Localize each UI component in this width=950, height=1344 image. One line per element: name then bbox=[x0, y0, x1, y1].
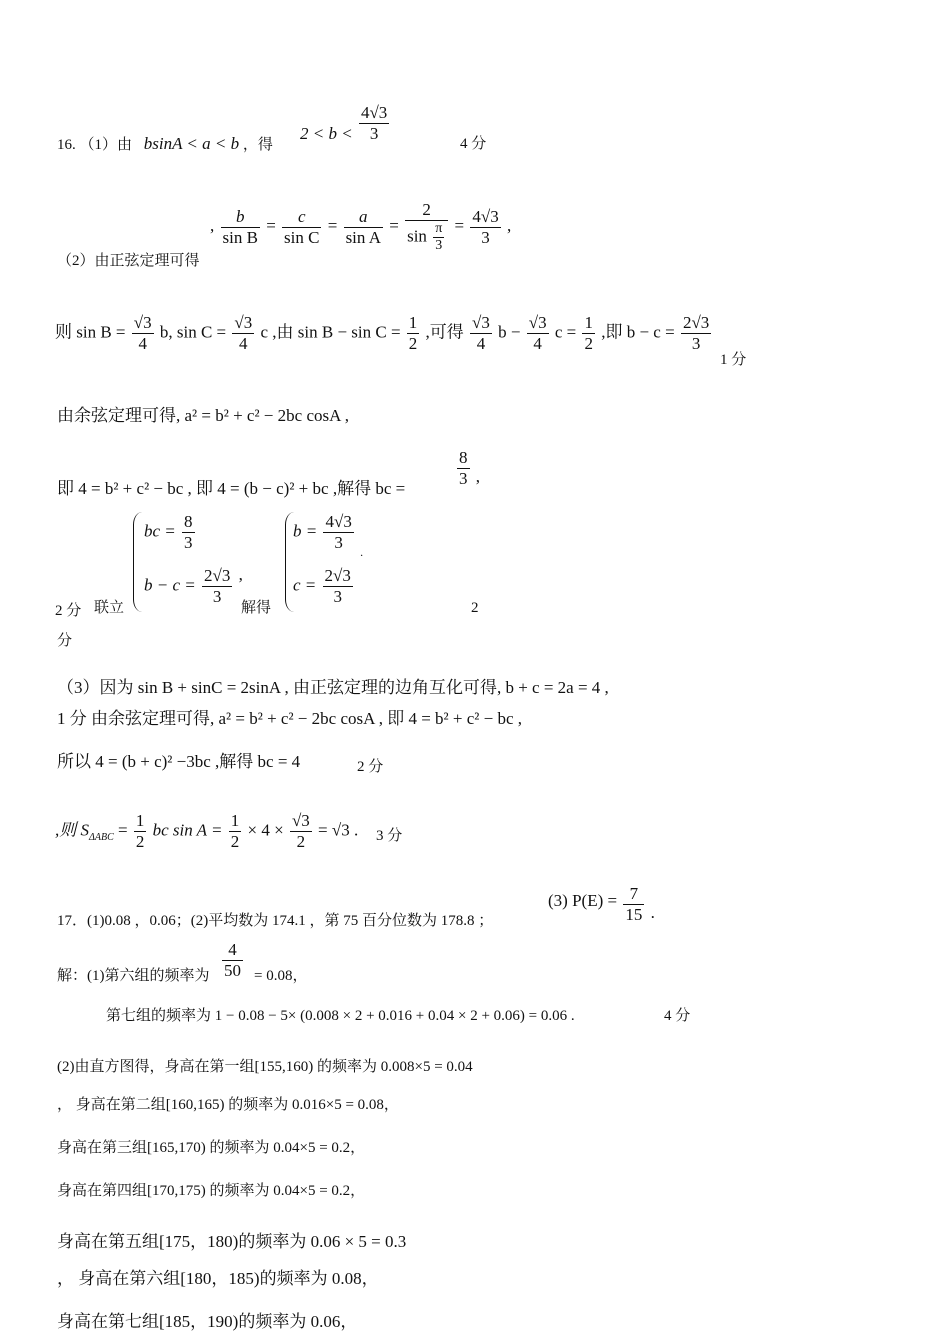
eq: = bbox=[266, 215, 276, 235]
num: 4 bbox=[222, 940, 243, 961]
q16-p2-line3-frac bbox=[455, 448, 480, 489]
q16-p1-prefix: 16. （1）由 bbox=[57, 137, 133, 153]
frac-4root3-3 bbox=[470, 207, 500, 248]
den: 2 bbox=[135, 832, 145, 851]
eq: = bbox=[327, 215, 338, 235]
den: 3 bbox=[435, 238, 443, 253]
eq: = bbox=[389, 215, 399, 235]
frac-c-sinC bbox=[282, 207, 321, 248]
q16-sys-jiede: 解得 bbox=[241, 600, 272, 616]
q16-p3-line4 bbox=[55, 811, 358, 852]
lhs: b = bbox=[293, 521, 318, 541]
frac-1-2 bbox=[134, 811, 147, 852]
q16-p3-line3-score: 2 分 bbox=[357, 759, 384, 775]
num: π bbox=[435, 221, 443, 236]
frac-4-50 bbox=[222, 940, 243, 981]
frac-1-2 bbox=[407, 313, 420, 354]
q17-line9: ， 身高在第六组[180，185)的频率为 0.08， bbox=[57, 1269, 379, 1288]
lead-comma: , bbox=[210, 215, 215, 235]
frac-7-15 bbox=[623, 884, 644, 925]
den: sin C bbox=[284, 227, 320, 247]
frac-2root3-3 bbox=[681, 313, 711, 354]
q17-line3: 第七组的频率为 1 − 0.08 − 5× (0.008 × 2 + 0.016 + 0.04 × 2 + 0.06) = 0.06 . bbox=[106, 1008, 575, 1024]
num: 1 bbox=[230, 811, 240, 830]
q17-line1: 17．(1)0.08 ，0.06；(2)平均数为 174.1 ，第 75 百分位数为 178.8 ； bbox=[57, 913, 494, 929]
seg-g: ,即 b − c = bbox=[601, 322, 675, 342]
num: 2 bbox=[405, 200, 448, 221]
frac-2root3-3 bbox=[202, 566, 232, 607]
num: √3 bbox=[291, 811, 310, 830]
sys2-eq1 bbox=[293, 512, 364, 560]
seg-f: c = bbox=[554, 322, 577, 342]
seg-b: b, sin C = bbox=[159, 322, 227, 342]
num: 2√3 bbox=[324, 566, 351, 585]
den-sin: sin bbox=[407, 226, 427, 246]
comma: , bbox=[238, 565, 243, 585]
frac-root3-4 bbox=[232, 313, 254, 354]
num: √3 bbox=[234, 313, 253, 332]
frac-a-sinA bbox=[344, 207, 383, 248]
trail-comma: , bbox=[506, 215, 512, 235]
q16-sys-score2: 2 bbox=[471, 600, 479, 616]
den: 3 bbox=[333, 587, 342, 606]
q16-p2-label: （2）由正弦定理可得 bbox=[57, 253, 200, 269]
prob-label: (3) P(E) = bbox=[548, 891, 618, 911]
num: 8 bbox=[459, 448, 468, 467]
frac-8-3 bbox=[182, 512, 195, 553]
num: b bbox=[221, 207, 260, 228]
den: 3 bbox=[184, 533, 193, 552]
eq: = bbox=[454, 215, 465, 235]
frac-root3-4 bbox=[132, 313, 154, 354]
subscript: ΔABC bbox=[89, 831, 114, 843]
num: 1 bbox=[135, 811, 145, 830]
den: 3 bbox=[212, 587, 222, 606]
q16-sys-lianli: 联立 bbox=[94, 600, 125, 616]
q16-p1-result bbox=[300, 103, 391, 144]
seg-d: × 4 × bbox=[247, 820, 284, 840]
num: √3 bbox=[472, 313, 490, 332]
num: 2√3 bbox=[204, 566, 231, 585]
seg-d: ,可得 bbox=[425, 322, 464, 342]
q16-p1-score: 4 分 bbox=[460, 136, 487, 152]
num: 1 bbox=[584, 313, 593, 332]
seg-a: 解：(1)第六组的频率为 bbox=[57, 968, 210, 984]
num: c bbox=[282, 207, 321, 228]
left-brace bbox=[133, 512, 142, 612]
frac-4root3-3 bbox=[323, 512, 353, 553]
lhs: b − c = bbox=[144, 575, 196, 595]
seg-a: ,则 S bbox=[55, 820, 89, 840]
num: √3 bbox=[133, 313, 152, 332]
q16-sys-score: 2 分 bbox=[55, 603, 82, 619]
num: 4√3 bbox=[472, 206, 499, 226]
den: 4 bbox=[239, 334, 248, 353]
num: 2√3 bbox=[682, 313, 710, 332]
frac-8-3 bbox=[457, 448, 470, 489]
q16-part1 bbox=[57, 135, 273, 154]
den: 3 bbox=[334, 533, 343, 552]
seg-e: b − bbox=[498, 322, 521, 342]
lhs: bc = bbox=[144, 521, 176, 541]
num: 8 bbox=[184, 512, 193, 531]
q17-line3-score: 4 分 bbox=[664, 1008, 691, 1024]
q16-p2-line1-score: 1 分 bbox=[720, 352, 747, 368]
q17-line2 bbox=[57, 967, 210, 985]
den: 3 bbox=[481, 227, 490, 247]
seg-b: , bbox=[475, 467, 480, 487]
seg-c: bc sin A = bbox=[152, 820, 223, 840]
q16-p3-line4-score: 3 分 bbox=[376, 828, 403, 844]
frac-root3-2 bbox=[290, 811, 312, 852]
q17-line6: 身高在第三组[165,170) 的频率为 0.04×5 = 0.2， bbox=[57, 1140, 366, 1156]
q16-p1-condition: bsinA < a < b bbox=[143, 134, 240, 153]
q17-line2-frac bbox=[220, 940, 245, 981]
frac-1-2 bbox=[229, 811, 242, 852]
num: 7 bbox=[623, 884, 644, 905]
num: a bbox=[344, 207, 383, 228]
den: 2 bbox=[408, 334, 418, 353]
den bbox=[405, 221, 448, 254]
seg-a: 则 sin B = bbox=[55, 322, 126, 342]
den: 4 bbox=[533, 334, 542, 353]
q17-line8: 身高在第五组[175，180)的频率为 0.06 × 5 = 0.3 bbox=[57, 1232, 407, 1251]
q16-p1-mid: ，得 bbox=[242, 137, 273, 153]
q16-p3-line3: 所以 4 = (b + c)² −3bc ,解得 bc = 4 bbox=[57, 752, 301, 771]
dot: . bbox=[650, 903, 655, 923]
frac-den: 3 bbox=[369, 124, 379, 143]
q16-p1-fraction bbox=[359, 103, 389, 144]
frac-b-sinB bbox=[221, 207, 260, 248]
num: √3 bbox=[528, 313, 547, 332]
den: 50 bbox=[224, 961, 241, 980]
sys2-eq2 bbox=[293, 566, 355, 607]
q16-p3-line2: 1 分 由余弦定理可得, a² = b² + c² − 2bc cosA , 即 4 = b² + c² − bc , bbox=[57, 709, 522, 728]
num: 1 bbox=[408, 313, 418, 332]
seg-a: 即 4 = b² + c² − bc , 即 4 = (b − c)² + bc ,解得 bc = bbox=[57, 479, 406, 498]
den: 2 bbox=[584, 334, 593, 353]
den: 2 bbox=[230, 832, 240, 851]
den: 2 bbox=[296, 832, 306, 851]
frac-pi-3 bbox=[433, 221, 444, 254]
q17-line1-prob bbox=[548, 884, 655, 925]
den: sin B bbox=[222, 227, 258, 247]
dot: . bbox=[360, 545, 364, 560]
lhs: c = bbox=[293, 575, 317, 595]
q16-p1-result-text: 2 < b < bbox=[300, 124, 353, 144]
num: 4√3 bbox=[325, 512, 352, 531]
q17-line10: 身高在第七组[185，190)的频率为 0.06， bbox=[57, 1312, 358, 1331]
frac-1-2 bbox=[582, 313, 595, 354]
frac-root3-4 bbox=[527, 313, 549, 354]
q16-sys-fen: 分 bbox=[57, 633, 73, 649]
seg-e: = √3 . bbox=[318, 820, 359, 840]
q17-line4: (2)由直方图得，身高在第一组[155,160) 的频率为 0.008×5 = 0.04 bbox=[57, 1059, 473, 1075]
frac-num: 4√3 bbox=[360, 103, 388, 122]
seg-c: c ,由 sin B − sin C = bbox=[260, 322, 401, 342]
q16-p2-sine-law bbox=[210, 200, 511, 254]
den: 3 bbox=[691, 334, 701, 353]
q16-p2-line3 bbox=[57, 480, 405, 498]
frac-2root3-3 bbox=[323, 566, 353, 607]
den: 4 bbox=[138, 334, 147, 353]
q16-p3-line1: （3）因为 sin B + sinC = 2sinA , 由正弦定理的边角互化可得, b + c = 2a = 4 , bbox=[57, 678, 609, 697]
den: 4 bbox=[476, 334, 486, 353]
den: sin A bbox=[345, 227, 381, 247]
sys1-eq1 bbox=[144, 512, 197, 553]
q17-line5: ， 身高在第二组[160,165) 的频率为 0.016×5 = 0.08， bbox=[57, 1097, 399, 1113]
q16-p2-line1 bbox=[55, 313, 713, 354]
q16-p2-line2: 由余弦定理可得, a² = b² + c² − 2bc cosA , bbox=[57, 406, 349, 425]
q17-line7: 身高在第四组[170,175) 的频率为 0.04×5 = 0.2， bbox=[57, 1183, 366, 1199]
sys1-eq2 bbox=[144, 566, 243, 607]
frac-root3-4 bbox=[470, 313, 492, 354]
q17-line2-tail: = 0.08， bbox=[254, 968, 308, 984]
den: 3 bbox=[459, 469, 468, 488]
den: 15 bbox=[625, 905, 643, 924]
seg-b: = bbox=[118, 820, 128, 840]
frac-2-sin-pi3 bbox=[405, 200, 448, 254]
